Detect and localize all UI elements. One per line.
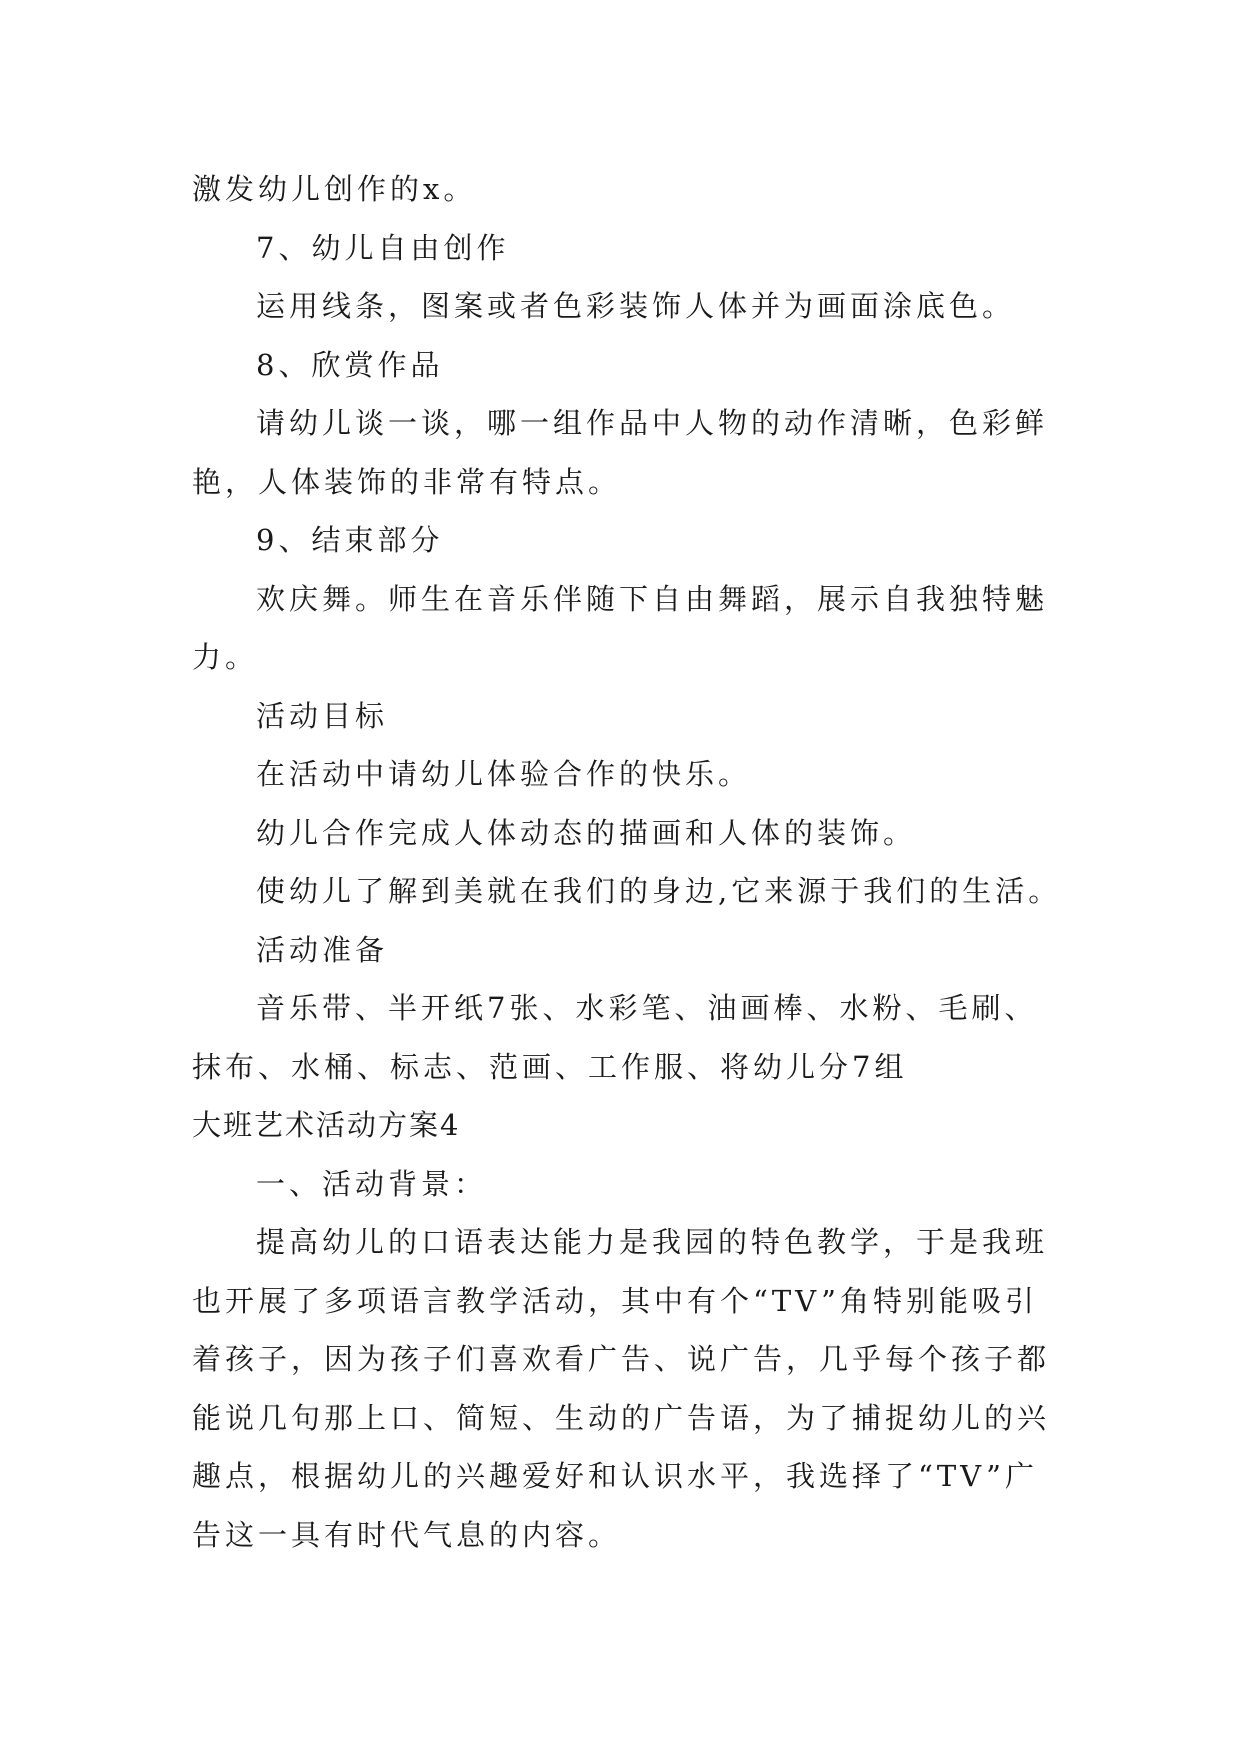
- text-line: 艳，人体装饰的非常有特点。: [192, 464, 622, 499]
- text-line: 也开展了多项语言教学活动，其中有个“TV”角特别能吸引: [192, 1283, 1039, 1318]
- text-line: 抹布、水桶、标志、范画、工作服、将幼儿分7组: [192, 1049, 908, 1084]
- text-line: 活动准备: [256, 932, 389, 967]
- text-line: 音乐带、半开纸7张、水彩笔、油画棒、水粉、毛刷、: [256, 991, 1038, 1025]
- text-line: 运用线条，图案或者色彩装饰人体并为画面涂底色。: [256, 289, 1016, 323]
- text-line: 请幼儿谈一谈，哪一组作品中人物的动作清晰，色彩鲜: [256, 406, 1049, 440]
- text-line: 7、幼儿自由创作: [256, 230, 510, 265]
- text-line: 激发幼儿创作的x。: [192, 172, 477, 206]
- text-line: 告这一具有时代气息的内容。: [192, 1517, 622, 1552]
- document-body: [192, 160, 1072, 1564]
- text-line: 9、结束部分: [256, 523, 444, 557]
- text-line: 力。: [192, 640, 259, 674]
- text-line: 在活动中请幼儿体验合作的快乐。: [256, 757, 752, 791]
- text-line: 8、欣赏作品: [256, 347, 444, 382]
- text-line: 幼儿合作完成人体动态的描画和人体的装饰。: [256, 815, 917, 850]
- text-line: 能说几句那上口、简短、生动的广告语，为了捕捉幼儿的兴: [192, 1400, 1051, 1435]
- section-heading: 大班艺术活动方案4: [192, 1108, 461, 1142]
- text-line: 提高幼儿的口语表达能力是我园的特色教学，于是我班: [256, 1225, 1049, 1259]
- text-line: 使幼儿了解到美就在我们的身边,它来源于我们的生活。: [256, 874, 1062, 908]
- text-line: 欢庆舞。师生在音乐伴随下自由舞蹈，展示自我独特魅: [256, 581, 1049, 616]
- text-line: 一、活动背景：: [256, 1166, 488, 1201]
- text-line: 活动目标: [256, 698, 389, 733]
- text-line: 着孩子，因为孩子们喜欢看广告、说广告，几乎每个孩子都: [192, 1342, 1051, 1376]
- text-line: 趣点，根据幼儿的兴趣爱好和认识水平，我选择了“TV”广: [192, 1459, 1039, 1493]
